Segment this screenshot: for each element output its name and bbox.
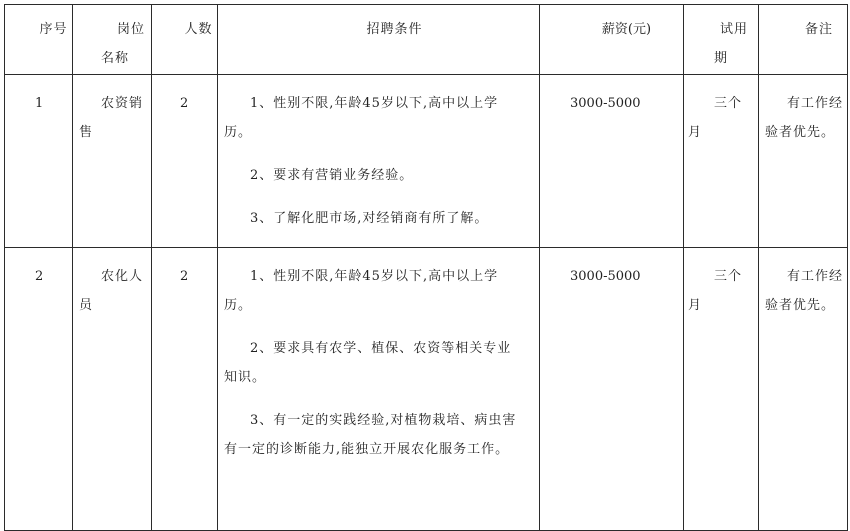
requirement-item: 1、性别不限,年龄45岁以下,高中以上学历。 bbox=[224, 269, 499, 313]
requirement-item: 2、要求具有农学、植保、农资等相关专业知识。 bbox=[224, 341, 512, 385]
header-no bbox=[5, 5, 73, 75]
row-note: 有工作经验者优先。 bbox=[765, 269, 844, 313]
header-trial-label-line2: 期 bbox=[713, 51, 728, 66]
row-position: 农化人员 bbox=[79, 269, 144, 313]
header-count bbox=[152, 5, 218, 75]
table-row bbox=[5, 75, 848, 248]
cell-requirements bbox=[218, 248, 540, 531]
requirement-item: 3、有一定的实践经验,对植物栽培、病虫害有一定的诊断能力,能独立开展农化服务工作。 bbox=[224, 413, 517, 457]
row-salary: 3000-5000 bbox=[570, 269, 641, 284]
recruitment-table bbox=[4, 4, 848, 531]
cell-requirements bbox=[218, 75, 540, 248]
requirement-item: 2、要求有营销业务经验。 bbox=[250, 168, 414, 183]
header-trial-label-line1: 试用 bbox=[719, 22, 748, 37]
table-row bbox=[5, 248, 848, 531]
cell-position bbox=[73, 75, 152, 248]
row-salary: 3000-5000 bbox=[570, 96, 641, 111]
cell-count bbox=[152, 248, 218, 531]
header-note-label: 备注 bbox=[804, 22, 833, 37]
header-position bbox=[73, 5, 152, 75]
row-trial: 三个月 bbox=[688, 96, 743, 140]
header-count-label: 人数 bbox=[184, 22, 213, 37]
row-no: 1 bbox=[35, 96, 44, 111]
header-no-label: 序号 bbox=[39, 22, 68, 37]
row-count: 2 bbox=[180, 269, 189, 284]
row-no: 2 bbox=[35, 269, 44, 284]
cell-count bbox=[152, 75, 218, 248]
row-count: 2 bbox=[180, 96, 189, 111]
requirement-item: 1、性别不限,年龄45岁以下,高中以上学历。 bbox=[224, 96, 499, 140]
row-note: 有工作经验者优先。 bbox=[765, 96, 844, 140]
cell-note bbox=[759, 75, 848, 248]
cell-trial bbox=[684, 248, 759, 531]
cell-position bbox=[73, 248, 152, 531]
table-header-row bbox=[5, 5, 848, 75]
header-position-label-line1: 岗位 bbox=[116, 22, 145, 37]
header-requirements-label: 招聘条件 bbox=[366, 22, 423, 37]
header-requirements bbox=[218, 5, 540, 75]
header-salary-label: 薪资(元) bbox=[601, 22, 652, 37]
cell-no bbox=[5, 75, 73, 248]
row-trial: 三个月 bbox=[688, 269, 743, 313]
cell-salary bbox=[540, 75, 684, 248]
header-position-label-line2: 名称 bbox=[100, 51, 129, 66]
header-note bbox=[759, 5, 848, 75]
cell-no bbox=[5, 248, 73, 531]
row-position: 农资销售 bbox=[79, 96, 144, 140]
requirement-item: 3、了解化肥市场,对经销商有所了解。 bbox=[250, 211, 489, 226]
header-salary bbox=[540, 5, 684, 75]
cell-trial bbox=[684, 75, 759, 248]
cell-note bbox=[759, 248, 848, 531]
header-trial bbox=[684, 5, 759, 75]
cell-salary bbox=[540, 248, 684, 531]
